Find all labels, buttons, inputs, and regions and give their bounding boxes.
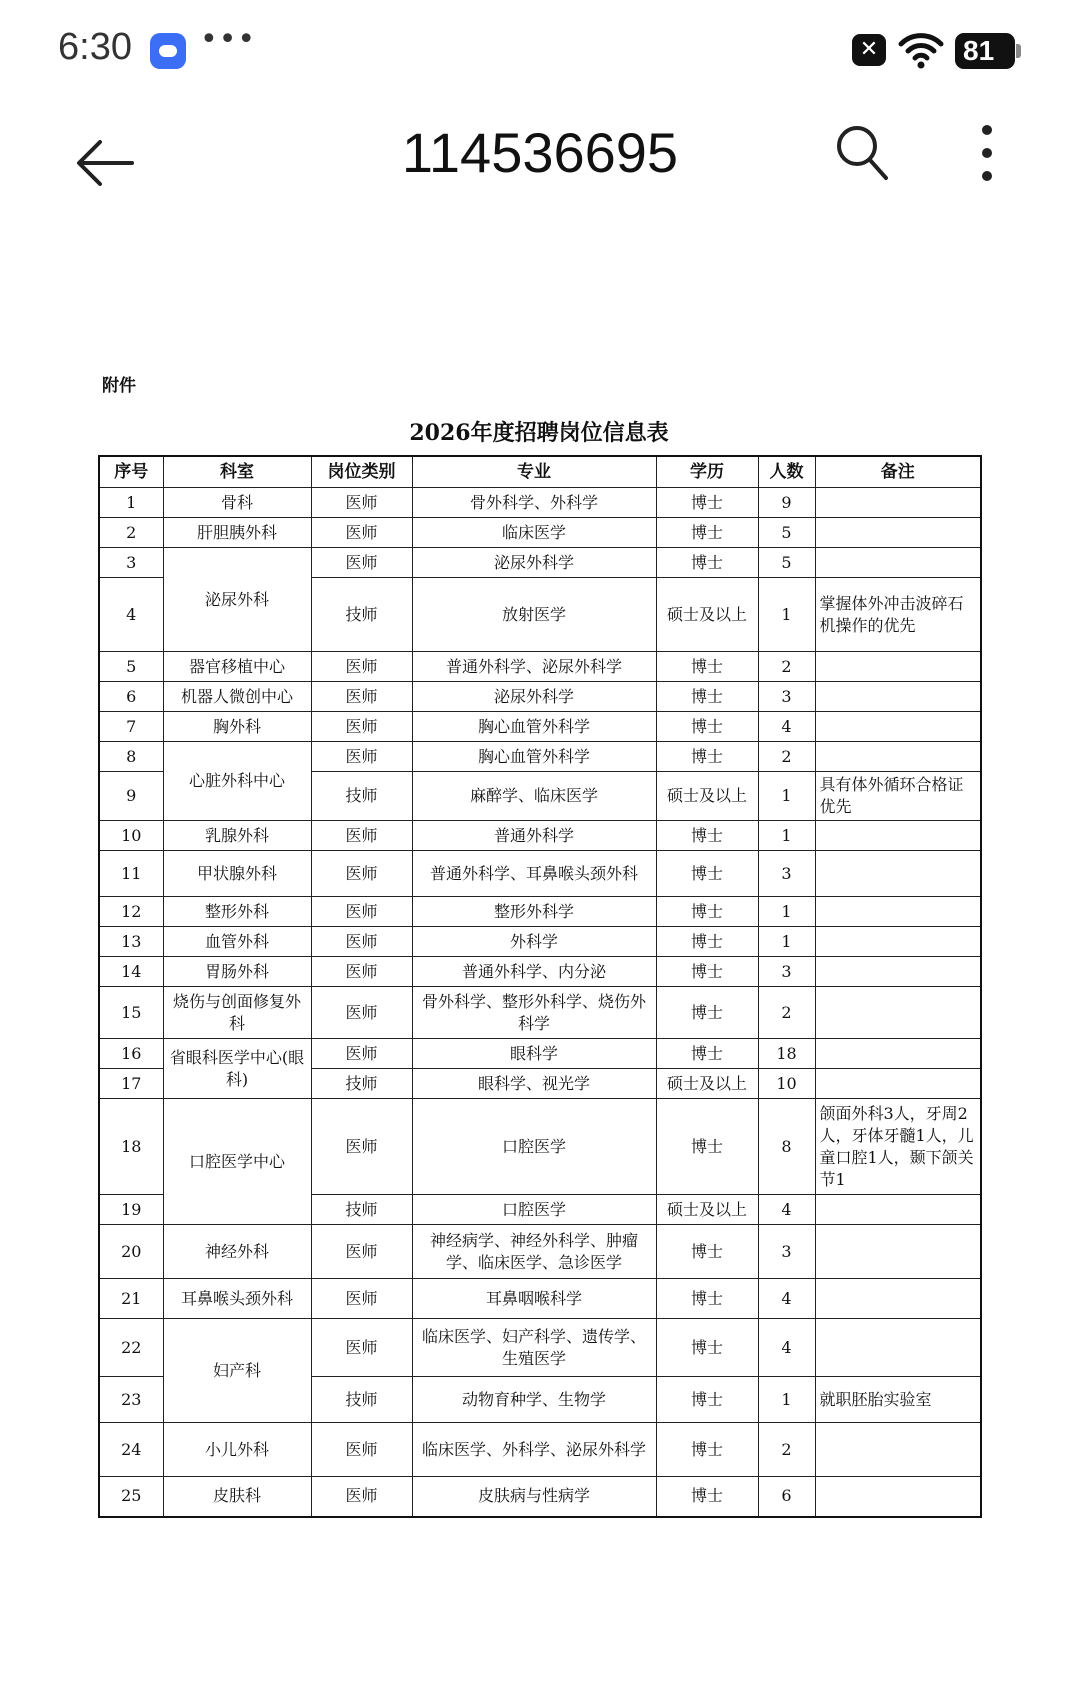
cell-type: 医师 xyxy=(311,927,412,957)
table-row xyxy=(99,1477,981,1517)
cell-type: 医师 xyxy=(311,821,412,851)
cell-major: 临床医学 xyxy=(412,518,656,548)
cell-major: 口腔医学 xyxy=(412,1099,656,1195)
cell-edu: 博士 xyxy=(656,1225,758,1279)
cell-major: 胸心血管外科学 xyxy=(412,742,656,772)
cell-no: 12 xyxy=(99,897,163,927)
cell-note xyxy=(815,1225,981,1279)
cell-edu: 博士 xyxy=(656,1377,758,1423)
cell-type: 技师 xyxy=(311,1195,412,1225)
table-row xyxy=(99,927,981,957)
cell-edu: 博士 xyxy=(656,712,758,742)
cell-note xyxy=(815,1319,981,1377)
cell-no: 2 xyxy=(99,518,163,548)
cell-dept: 甲状腺外科 xyxy=(163,851,311,897)
cell-no: 7 xyxy=(99,712,163,742)
cell-note xyxy=(815,1423,981,1477)
top-navigation-bar xyxy=(0,100,1080,229)
cell-note xyxy=(815,851,981,897)
table-row xyxy=(99,821,981,851)
cell-note xyxy=(815,821,981,851)
cell-count: 1 xyxy=(758,1377,815,1423)
recruitment-table xyxy=(98,455,982,1518)
cell-type: 医师 xyxy=(311,1099,412,1195)
cell-dept: 神经外科 xyxy=(163,1225,311,1279)
table-row xyxy=(99,1225,981,1279)
cell-dept: 耳鼻喉头颈外科 xyxy=(163,1279,311,1319)
cell-note xyxy=(815,548,981,578)
table-row xyxy=(99,742,981,772)
header-dept: 科室 xyxy=(163,456,311,488)
cell-edu: 博士 xyxy=(656,518,758,548)
cell-dept: 烧伤与创面修复外科 xyxy=(163,987,311,1039)
cell-major: 骨外科学、外科学 xyxy=(412,488,656,518)
cell-major: 普通外科学 xyxy=(412,821,656,851)
cell-dept: 血管外科 xyxy=(163,927,311,957)
cell-major: 普通外科学、内分泌 xyxy=(412,957,656,987)
header-count: 人数 xyxy=(758,456,815,488)
cell-major: 耳鼻咽喉科学 xyxy=(412,1279,656,1319)
cell-edu: 博士 xyxy=(656,851,758,897)
cell-type: 医师 xyxy=(311,957,412,987)
cell-no: 15 xyxy=(99,987,163,1039)
cell-dept: 器官移植中心 xyxy=(163,652,311,682)
cell-dept: 胃肠外科 xyxy=(163,957,311,987)
cell-note xyxy=(815,1477,981,1517)
cell-edu: 硕士及以上 xyxy=(656,1069,758,1099)
cell-dept: 胸外科 xyxy=(163,712,311,742)
cell-count: 4 xyxy=(758,1195,815,1225)
cell-note xyxy=(815,1069,981,1099)
attachment-label: 附件 xyxy=(102,376,136,396)
cell-major: 皮肤病与性病学 xyxy=(412,1477,656,1517)
cell-major: 泌尿外科学 xyxy=(412,548,656,578)
cell-count: 2 xyxy=(758,987,815,1039)
cell-no: 14 xyxy=(99,957,163,987)
cell-dept: 皮肤科 xyxy=(163,1477,311,1517)
cell-major: 动物育种学、生物学 xyxy=(412,1377,656,1423)
cell-count: 18 xyxy=(758,1039,815,1069)
cell-edu: 博士 xyxy=(656,488,758,518)
page-title: 114536695 xyxy=(401,121,679,184)
cell-count: 4 xyxy=(758,712,815,742)
close-notification-icon: ✕ xyxy=(852,34,886,66)
cell-no: 22 xyxy=(99,1319,163,1377)
cell-note xyxy=(815,897,981,927)
cell-note xyxy=(815,518,981,548)
cell-edu: 博士 xyxy=(656,1423,758,1477)
table-row xyxy=(99,1423,981,1477)
table-row xyxy=(99,851,981,897)
cell-dept: 乳腺外科 xyxy=(163,821,311,851)
table-row xyxy=(99,712,981,742)
cell-edu: 硕士及以上 xyxy=(656,1195,758,1225)
cell-edu: 博士 xyxy=(656,1099,758,1195)
cell-type: 医师 xyxy=(311,1039,412,1069)
cell-note xyxy=(815,712,981,742)
cell-type: 医师 xyxy=(311,1225,412,1279)
cell-no: 11 xyxy=(99,851,163,897)
cell-major: 临床医学、妇产科学、遗传学、生殖医学 xyxy=(412,1319,656,1377)
cell-no: 6 xyxy=(99,682,163,712)
cell-note: 颌面外科3人，牙周2人，牙体牙髓1人，儿童口腔1人，颞下颌关节1 xyxy=(815,1099,981,1195)
table-header-row xyxy=(99,456,981,488)
cell-note: 就职胚胎实验室 xyxy=(815,1377,981,1423)
cell-no: 16 xyxy=(99,1039,163,1069)
cell-edu: 博士 xyxy=(656,987,758,1039)
cell-count: 5 xyxy=(758,548,815,578)
header-note: 备注 xyxy=(815,456,981,488)
table-row xyxy=(99,652,981,682)
cell-edu: 博士 xyxy=(656,1319,758,1377)
cell-edu: 博士 xyxy=(656,742,758,772)
cell-note xyxy=(815,1195,981,1225)
cell-no: 25 xyxy=(99,1477,163,1517)
cell-no: 8 xyxy=(99,742,163,772)
cell-note xyxy=(815,682,981,712)
cell-count: 1 xyxy=(758,897,815,927)
cell-count: 1 xyxy=(758,821,815,851)
table-row xyxy=(99,987,981,1039)
more-notifications-icon: ••• xyxy=(200,22,257,57)
cell-dept: 机器人微创中心 xyxy=(163,682,311,712)
header-edu: 学历 xyxy=(656,456,758,488)
cell-count: 3 xyxy=(758,682,815,712)
cell-type: 医师 xyxy=(311,1319,412,1377)
cell-type: 医师 xyxy=(311,1477,412,1517)
cell-no: 24 xyxy=(99,1423,163,1477)
cell-dept: 小儿外科 xyxy=(163,1423,311,1477)
cell-count: 6 xyxy=(758,1477,815,1517)
cell-type: 技师 xyxy=(311,578,412,652)
table-row xyxy=(99,1099,981,1195)
cell-no: 4 xyxy=(99,578,163,652)
cell-major: 麻醉学、临床医学 xyxy=(412,772,656,821)
table-row xyxy=(99,682,981,712)
cell-count: 1 xyxy=(758,578,815,652)
cell-major: 泌尿外科学 xyxy=(412,682,656,712)
cell-no: 10 xyxy=(99,821,163,851)
cell-note xyxy=(815,987,981,1039)
header-major: 专业 xyxy=(412,456,656,488)
cell-note xyxy=(815,1279,981,1319)
table-row xyxy=(99,518,981,548)
cell-dept: 妇产科 xyxy=(163,1319,311,1423)
more-options-icon[interactable] xyxy=(962,120,1012,186)
cell-edu: 博士 xyxy=(656,1279,758,1319)
cell-no: 20 xyxy=(99,1225,163,1279)
cell-no: 19 xyxy=(99,1195,163,1225)
cell-count: 1 xyxy=(758,927,815,957)
cell-major: 普通外科学、耳鼻喉头颈外科 xyxy=(412,851,656,897)
cell-edu: 博士 xyxy=(656,548,758,578)
cell-dept: 肝胆胰外科 xyxy=(163,518,311,548)
cell-no: 9 xyxy=(99,772,163,821)
cell-no: 18 xyxy=(99,1099,163,1195)
cell-type: 医师 xyxy=(311,548,412,578)
cell-type: 医师 xyxy=(311,1279,412,1319)
cloud-app-icon xyxy=(150,33,186,69)
cell-note xyxy=(815,488,981,518)
cell-major: 外科学 xyxy=(412,927,656,957)
cell-count: 2 xyxy=(758,652,815,682)
cell-count: 10 xyxy=(758,1069,815,1099)
cell-no: 3 xyxy=(99,548,163,578)
cell-dept: 整形外科 xyxy=(163,897,311,927)
cell-edu: 博士 xyxy=(656,897,758,927)
cell-major: 神经病学、神经外科学、肿瘤学、临床医学、急诊医学 xyxy=(412,1225,656,1279)
cell-type: 医师 xyxy=(311,897,412,927)
table-row xyxy=(99,548,981,578)
cell-type: 技师 xyxy=(311,1377,412,1423)
cell-major: 胸心血管外科学 xyxy=(412,712,656,742)
cell-count: 2 xyxy=(758,1423,815,1477)
cell-edu: 博士 xyxy=(656,821,758,851)
cell-no: 17 xyxy=(99,1069,163,1099)
status-bar xyxy=(0,0,1080,100)
cell-count: 1 xyxy=(758,772,815,821)
cell-count: 4 xyxy=(758,1319,815,1377)
table-row xyxy=(99,1319,981,1377)
cell-no: 1 xyxy=(99,488,163,518)
cell-no: 13 xyxy=(99,927,163,957)
cell-major: 普通外科学、泌尿外科学 xyxy=(412,652,656,682)
document-title: 2026年度招聘岗位信息表 xyxy=(409,420,669,446)
cell-major: 临床医学、外科学、泌尿外科学 xyxy=(412,1423,656,1477)
cell-no: 23 xyxy=(99,1377,163,1423)
cell-edu: 博士 xyxy=(656,652,758,682)
cell-note xyxy=(815,927,981,957)
cell-no: 5 xyxy=(99,652,163,682)
table-row xyxy=(99,957,981,987)
cell-edu: 博士 xyxy=(656,1039,758,1069)
cell-type: 医师 xyxy=(311,742,412,772)
cell-dept: 省眼科医学中心(眼科) xyxy=(163,1039,311,1099)
header-no: 序号 xyxy=(99,456,163,488)
cell-type: 医师 xyxy=(311,652,412,682)
wifi-icon xyxy=(898,30,944,70)
cell-type: 医师 xyxy=(311,712,412,742)
cell-edu: 博士 xyxy=(656,682,758,712)
cell-note xyxy=(815,1039,981,1069)
cell-count: 4 xyxy=(758,1279,815,1319)
cell-dept: 口腔医学中心 xyxy=(163,1099,311,1225)
cell-count: 3 xyxy=(758,1225,815,1279)
cell-major: 眼科学 xyxy=(412,1039,656,1069)
table-row xyxy=(99,1279,981,1319)
cell-dept: 骨科 xyxy=(163,488,311,518)
table-row xyxy=(99,488,981,518)
cell-edu: 硕士及以上 xyxy=(656,578,758,652)
cell-note xyxy=(815,742,981,772)
table-row xyxy=(99,1039,981,1069)
cell-type: 技师 xyxy=(311,1069,412,1099)
cell-type: 医师 xyxy=(311,518,412,548)
cell-major: 骨外科学、整形外科学、烧伤外科学 xyxy=(412,987,656,1039)
cell-note: 具有体外循环合格证优先 xyxy=(815,772,981,821)
table-row xyxy=(99,897,981,927)
search-icon[interactable] xyxy=(832,120,892,184)
cell-no: 21 xyxy=(99,1279,163,1319)
cell-note: 掌握体外冲击波碎石机操作的优先 xyxy=(815,578,981,652)
cell-dept: 心脏外科中心 xyxy=(163,742,311,821)
header-type: 岗位类别 xyxy=(311,456,412,488)
cell-type: 医师 xyxy=(311,682,412,712)
cell-type: 医师 xyxy=(311,1423,412,1477)
cell-note xyxy=(815,652,981,682)
cell-type: 医师 xyxy=(311,987,412,1039)
cell-type: 技师 xyxy=(311,772,412,821)
cell-type: 医师 xyxy=(311,851,412,897)
cell-major: 眼科学、视光学 xyxy=(412,1069,656,1099)
cell-count: 3 xyxy=(758,851,815,897)
status-time: 6:30 xyxy=(58,26,132,68)
cell-count: 9 xyxy=(758,488,815,518)
cell-type: 医师 xyxy=(311,488,412,518)
battery-indicator: 81 xyxy=(955,33,1015,69)
cell-count: 2 xyxy=(758,742,815,772)
cell-major: 放射医学 xyxy=(412,578,656,652)
cell-edu: 博士 xyxy=(656,927,758,957)
cell-edu: 硕士及以上 xyxy=(656,772,758,821)
cell-edu: 博士 xyxy=(656,957,758,987)
cell-count: 5 xyxy=(758,518,815,548)
cell-dept: 泌尿外科 xyxy=(163,548,311,652)
cell-note xyxy=(815,957,981,987)
cell-count: 8 xyxy=(758,1099,815,1195)
document-viewer[interactable] xyxy=(0,228,1080,1690)
cell-major: 整形外科学 xyxy=(412,897,656,927)
cell-major: 口腔医学 xyxy=(412,1195,656,1225)
cell-edu: 博士 xyxy=(656,1477,758,1517)
cell-count: 3 xyxy=(758,957,815,987)
